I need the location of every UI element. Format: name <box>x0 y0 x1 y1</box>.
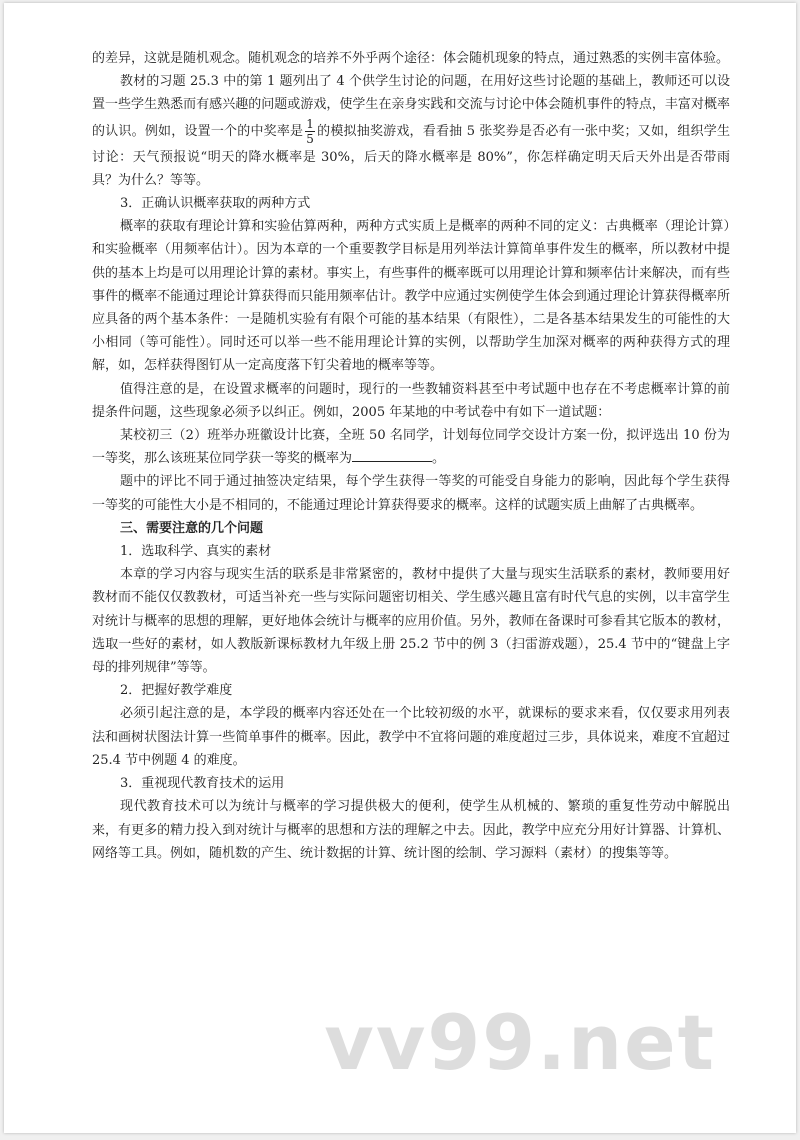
text-run: 的模拟抽奖游戏，看看抽 5 张奖券是否必有一张中奖；又如，组织学生讨论：天气预报说“明天的降水概率是 30%，后天的降水概率是 80%”，你怎样确定明天后天外出是否带雨具？为什么？等等。 <box>92 123 730 188</box>
paragraph-with-fraction <box>92 70 730 192</box>
text-run: 教材的习题 25.3 中的第 1 题列出了 4 个供学生讨论的问题，在用好这些讨论题的基础上，教师还可以设置一些学生熟悉而有感兴趣的问题或游戏，使学生在亲身实践和交流与讨论中体会随机事件的特点，丰富对概率的认识。例如，设置一个的中奖率是 <box>92 74 730 139</box>
subsection-heading: 3．正确认识概率获取的两种方式 <box>120 196 311 212</box>
paragraph: 概率的获取有理论计算和实验估算两种，两种方式实质上是概率的两种不同的定义：古典概率（理论计算）和实验概率（用频率估计）。因为本章的一个重要教学目标是用列举法计算简单事件发生的概率，所以教材中提供的基本上均是可以用理论计算的素材。事实上，有些事件的概率既可以用理论计算和频率估计来解决，而有些事件的概率不能通过理论计算获得而只能用频率估计。教学中应通过实例使学生体会到通过理论计算获得概率所应具备的两个基本条件：一是随机实验有有限个可能的基本结果（有限性），二是各基本结果发生的可能性的大小相同（等可能性）。同时还可以举一些不能用理论计算的实例，以帮助学生加深对概率的两种获得方式的理解，如，怎样获得图钉从一定高度落下钉尖着地的概率等等。 <box>92 219 730 374</box>
fraction-numerator: 1 <box>306 116 314 131</box>
subsection-heading: 2．把握好教学难度 <box>120 683 233 699</box>
answer-blank <box>352 447 432 462</box>
subsection-heading: 1．选取科学、真实的素材 <box>120 544 272 560</box>
document-page <box>4 3 796 1133</box>
page-body <box>92 47 730 865</box>
exam-question <box>92 424 730 470</box>
paragraph: 的差异，这就是随机观念。随机观念的培养不外乎两个途径：体会随机现象的特点，通过熟悉的实例丰富体验。 <box>92 51 730 66</box>
subsection-heading: 3．重视现代教育技术的运用 <box>120 776 285 792</box>
paragraph: 题中的评比不同于通过抽签决定结果，每个学生获得一等奖的可能受自身能力的影响，因此每个学生获得一等奖的可能性大小是不相同的，不能通过理论计算获得要求的概率。这样的试题实质上曲解了古典概率。 <box>92 474 730 513</box>
paragraph: 本章的学习内容与现实生活的联系是非常紧密的，教材中提供了大量与现实生活联系的素材，教师要用好教材而不能仅仅教教材，可适当补充一些与实际问题密切相关、学生感兴趣且富有时代气息的实例，以丰富学生对统计与概率的思想的理解，更好地体会统计与概率的应用价值。另外，教师在备课时可参看其它版本的教材，选取一些好的素材，如人教版新课标教材九年级上册 25.2 节中的例 3（扫雷游戏题），25.4 节中的“键盘上字母的排列规律”等等。 <box>92 567 730 676</box>
text-run: 。 <box>432 451 446 467</box>
paragraph: 值得注意的是，在设置求概率的问题时，现行的一些教辅资料甚至中考试题中也存在不考虑概率计算的前提条件问题，这些现象必须予以纠正。例如，2005 年某地的中考试卷中有如下一道试题： <box>92 381 730 420</box>
section-heading: 三、需要注意的几个问题 <box>120 520 264 536</box>
fraction <box>305 117 315 146</box>
paragraph: 现代教育技术可以为统计与概率的学习提供极大的便利，使学生从机械的、繁琐的重复性劳动中解脱出来，有更多的精力投入到对统计与概率的思想和方法的理解之中去。因此，教学中应充分用好计算器、计算机、网络等工具。例如，随机数的产生、统计数据的计算、统计图的绘制、学习源料（素材）的搜集等等。 <box>92 799 730 861</box>
watermark: vv99.net <box>324 998 716 1087</box>
fraction-denominator: 5 <box>306 131 314 146</box>
text-run: 某校初三（2）班举办班徽设计比赛，全班 50 名同学，计划每位同学交设计方案一份，拟评选出 10 份为一等奖，那么该班某位同学获一等奖的概率为 <box>92 428 730 467</box>
paragraph: 必须引起注意的是，本学段的概率内容还处在一个比较初级的水平，就课标的要求来看，仅仅要求用列表法和画树状图法计算一些简单事件的概率。因此，教学中不宜将问题的难度超过三步，具体说来，难度不宜超过 25.4 节中例题 4 的难度。 <box>92 706 730 768</box>
